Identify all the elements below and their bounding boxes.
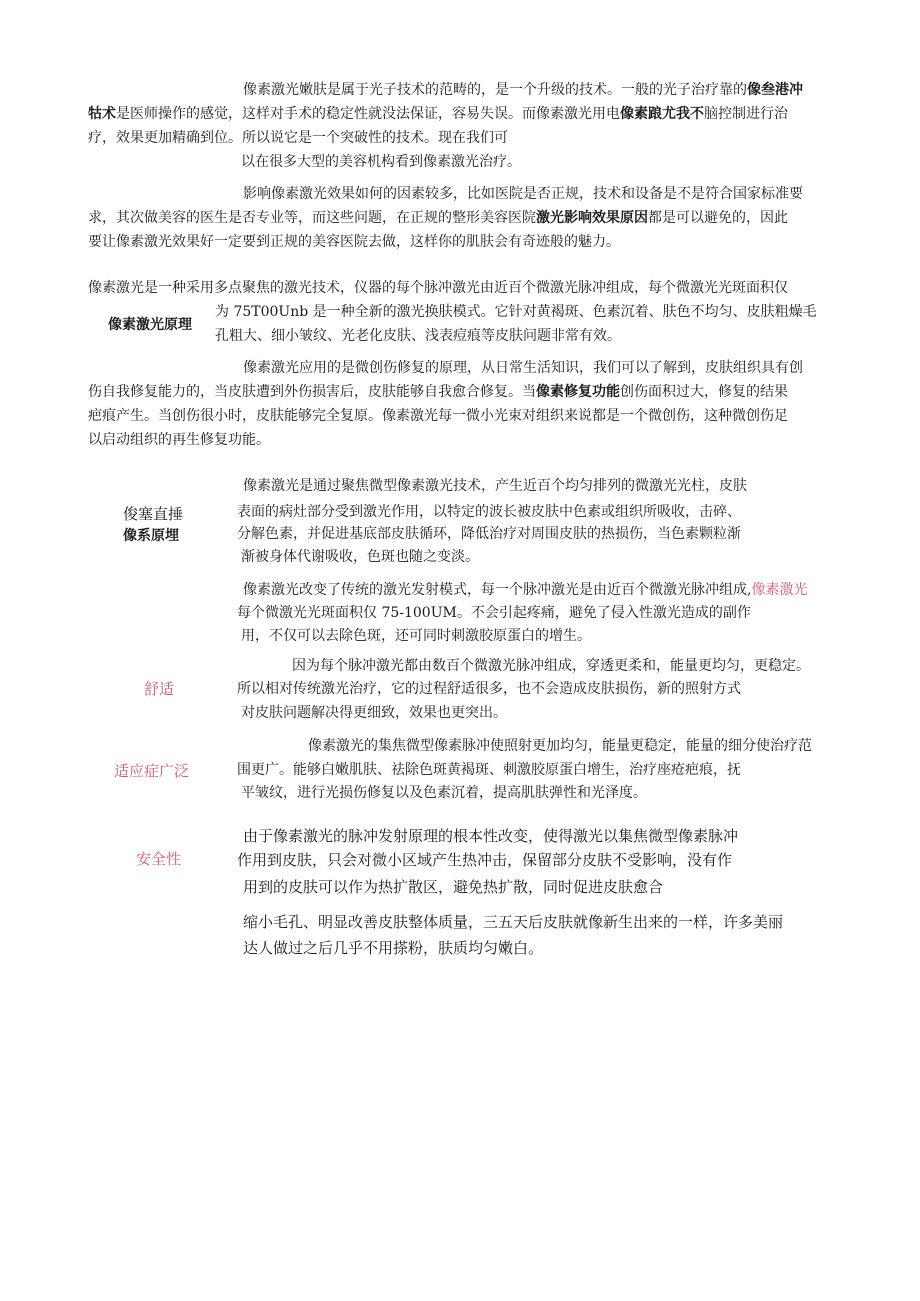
indications-label: 适应症广泛: [114, 762, 190, 780]
indications-line-3: 平皱纹，进行光损伤修复以及色素沉着，提高肌肤弹性和光泽度。: [241, 785, 647, 801]
closing-line-2: 达人做过之后几乎不用搽粉，肤质均匀嫩白。: [243, 939, 544, 957]
closing-line-1: 缩小毛孔、明显改善皮肤整体质量，三五天后皮肤就像新生出来的一样，许多美丽: [243, 913, 784, 931]
repair-line-3: 疤痕产生。当创伤很小时，皮肤能够完全复原。像素激光每一微小光束对组织来说都是一个微创伤，这种微创伤足: [88, 408, 788, 424]
comfort-label: 舒适: [144, 680, 175, 698]
principle-2-label-bottom: 像系原埋: [123, 528, 179, 544]
principle-2-line-4: 渐被身体代谢吸收，色斑也随之变淡。: [241, 549, 479, 565]
indications-line-2: 围更广。能够白嫩肌肤、祛除色斑黄褐斑、刺激胶原蛋白增生，治疗座疮疤痕，抚: [237, 762, 741, 778]
safety-label: 安全性: [136, 850, 182, 868]
principle-1-label: 像素激光原理: [108, 317, 192, 333]
comfort-line-3: 对皮肤问题解决得更细致，效果也更突出。: [241, 705, 507, 721]
repair-line-4: 以启动组织的再生修复功能。: [88, 432, 270, 448]
comfort-line-1: 因为每个脉冲激光都由数百个微激光脉冲组成，穿透更柔和，能量更均匀，更稳定。: [292, 658, 810, 674]
emission-line-3: 用，不仅可以去除色斑，还可同时刺激胶原蛋白的增生。: [241, 628, 591, 644]
emission-line-2: 每个微激光光斑面积仅 75-100UM。不会引起疼痛，避免了侵入性激光造成的副作: [237, 605, 751, 621]
intro-p1-line-2: 牯术是医师操作的感觉，这样对手术的稳定性就没法保证，容易失误。而像素激光用电像素踉尤我不脑控制进行治: [88, 106, 788, 122]
intro-p2-line-1: 影响像素激光效果如何的因素较多，比如医院是否正规，技术和设备是不是符合国家标准要: [243, 186, 803, 202]
intro-p2-line-2: 求，其次做美容的医生是否专业等，而这些问题，在正规的整形美容医院激光影响效果原因都是可以避免的，因此: [88, 210, 788, 226]
intro-p1-line-4: 以在很多大型的美容机构看到像素激光治疗。: [241, 154, 521, 170]
indications-line-1: 像素激光的集焦微型像素脉冲使照射更加均匀，能量更稳定，能量的细分使治疗范: [308, 738, 812, 754]
principle-2-line-3: 分解色素，并促进基底部皮肤循环，降低治疗对周围皮肤的热损伤，当色素颗粒渐: [237, 526, 741, 542]
comfort-line-2: 所以相对传统激光治疗，它的过程舒适很多，也不会造成皮肤损伤，新的照射方式: [237, 681, 741, 697]
safety-line-1: 由于像素激光的脉冲发射原理的根本性改变，使得激光以集焦微型像素脉冲: [243, 827, 739, 845]
intro-p1-line-3: 疗，效果更加精确到位。所以说它是一个突破性的技术。现在我们可: [88, 130, 508, 146]
repair-line-2: 伤自我修复能力的，当皮肤遭到外伤损害后，皮肤能够自我愈合修复。当像素修复功能创伤面积过大，修复的结果: [88, 384, 788, 400]
principle-1-line-1: 像素激光是一种采用多点聚焦的激光技术，仪器的每个脉冲激光由近百个微激光脉冲组成，每个微激光光斑面积仅: [88, 280, 788, 296]
principle-2-line-1: 像素激光是通过聚焦微型像素激光技术，产生近百个均匀排列的微激光光柱，皮肤: [243, 478, 747, 494]
intro-p2-line-3: 要让像素激光效果好一定要到正规的美容医院去做，这样你的肌肤会有奇迹般的魅力。: [88, 234, 620, 250]
safety-line-3: 用到的皮肤可以作为热扩散区，避免热扩散，同时促进皮肤愈合: [243, 878, 664, 896]
safety-line-2: 作用到皮肤，只会对微小区域产生热冲击，保留部分皮肤不受影响，没有作: [237, 851, 733, 869]
intro-p1-line-1: 像素激光嫩肤是属于光子技术的范畴的，是一个升级的技术。一般的光子治疗靠的像叁港冲: [243, 82, 803, 98]
principle-1-line-2: 为 75T00Unb 是一种全新的激光换肤模式。它针对黄褐斑、色素沉着、肤色不均匀、皮肤粗燥毛: [215, 304, 817, 320]
intro-p1-bold-1: 像叁港冲: [747, 82, 803, 98]
principle-2-line-2: 表面的病灶部分受到激光作用，以特定的波长被皮肤中色素或组织所吸收，击碎、: [237, 504, 741, 520]
emission-line-1: 像素激光改变了传统的激光发射模式，每一个脉冲激光是由近百个微激光脉冲组成,像素激光: [243, 582, 808, 598]
principle-2-label-top: 俊塞直捶: [123, 505, 184, 523]
repair-line-1: 像素激光应用的是微创伤修复的原理，从日常生活知识，我们可以了解到，皮肤组织具有创: [243, 360, 803, 376]
principle-1-line-3: 孔粗大、细小皱纹、光老化皮肤、浅表痘痕等皮肤问题非常有效。: [215, 328, 621, 344]
